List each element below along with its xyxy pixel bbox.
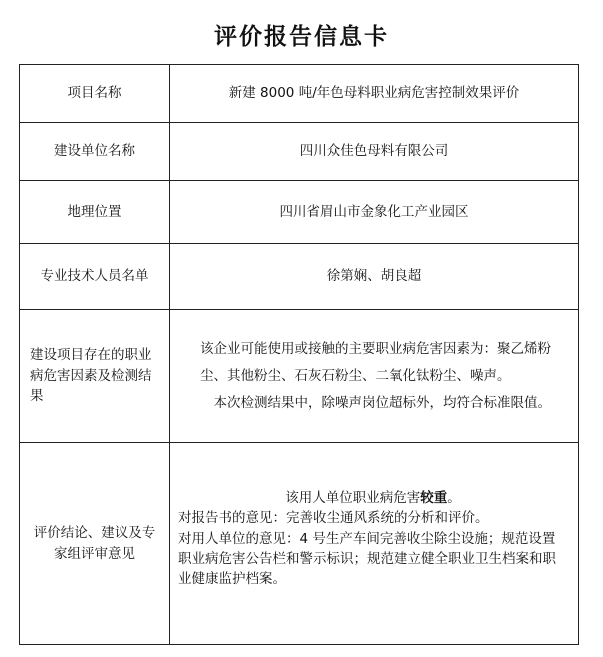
conclusion-line-1-suffix: 。: [447, 490, 461, 506]
project-name-label: 项目名称: [20, 65, 170, 123]
personnel-label: 专业技术人员名单: [20, 244, 170, 310]
unit-name-label: 建设单位名称: [20, 123, 170, 181]
conclusion-line-2: 对报告书的意见：完善收尘通风系统的分析和评价。: [178, 510, 489, 527]
page-title: 评价报告信息卡: [214, 23, 389, 50]
table-row-location: [20, 181, 579, 244]
conclusion-line-3: 对用人单位的意见：4 号生产车间完善收尘除尘设施；规范设置职业病危害公告栏和警示标识；规范建立健全职业卫生档案和职业健康监护档案。: [178, 530, 556, 587]
conclusion-severity: 较重: [420, 490, 448, 506]
info-card-table: [19, 64, 579, 645]
unit-name-value: 四川众佳色母料有限公司: [170, 123, 579, 181]
hazards-line-1: 该企业可能使用或接触的主要职业病危害因素为：聚乙烯粉: [200, 340, 551, 357]
table-row-conclusion: [20, 443, 579, 645]
hazards-line-3: 本次检测结果中，除噪声岗位超标外，均符合标准限值。: [213, 394, 551, 411]
hazards-label: 建设项目存在的职业病危害因素及检测结果: [20, 310, 170, 443]
table-row-personnel: [20, 244, 579, 310]
table-row-unit-name: [20, 123, 579, 181]
location-value: 四川省眉山市金象化工产业园区: [170, 181, 579, 244]
location-label: 地理位置: [20, 181, 170, 244]
conclusion-value: [170, 443, 579, 645]
project-name-value: 新建 8000 吨/年色母料职业病危害控制效果评价: [170, 65, 579, 123]
personnel-value: 徐第娴、胡良超: [170, 244, 579, 310]
hazards-line-2: 尘、其他粉尘、石灰石粉尘、二氧化钛粉尘、噪声。: [200, 367, 511, 384]
conclusion-line-1: [178, 488, 568, 508]
hazards-value: [170, 310, 579, 443]
table-row-project-name: [20, 65, 579, 123]
conclusion-line-1-prefix: 该用人单位职业病危害: [285, 490, 421, 506]
conclusion-label: 评价结论、建议及专家组评审意见: [20, 443, 170, 645]
table-row-hazards: [20, 310, 579, 443]
